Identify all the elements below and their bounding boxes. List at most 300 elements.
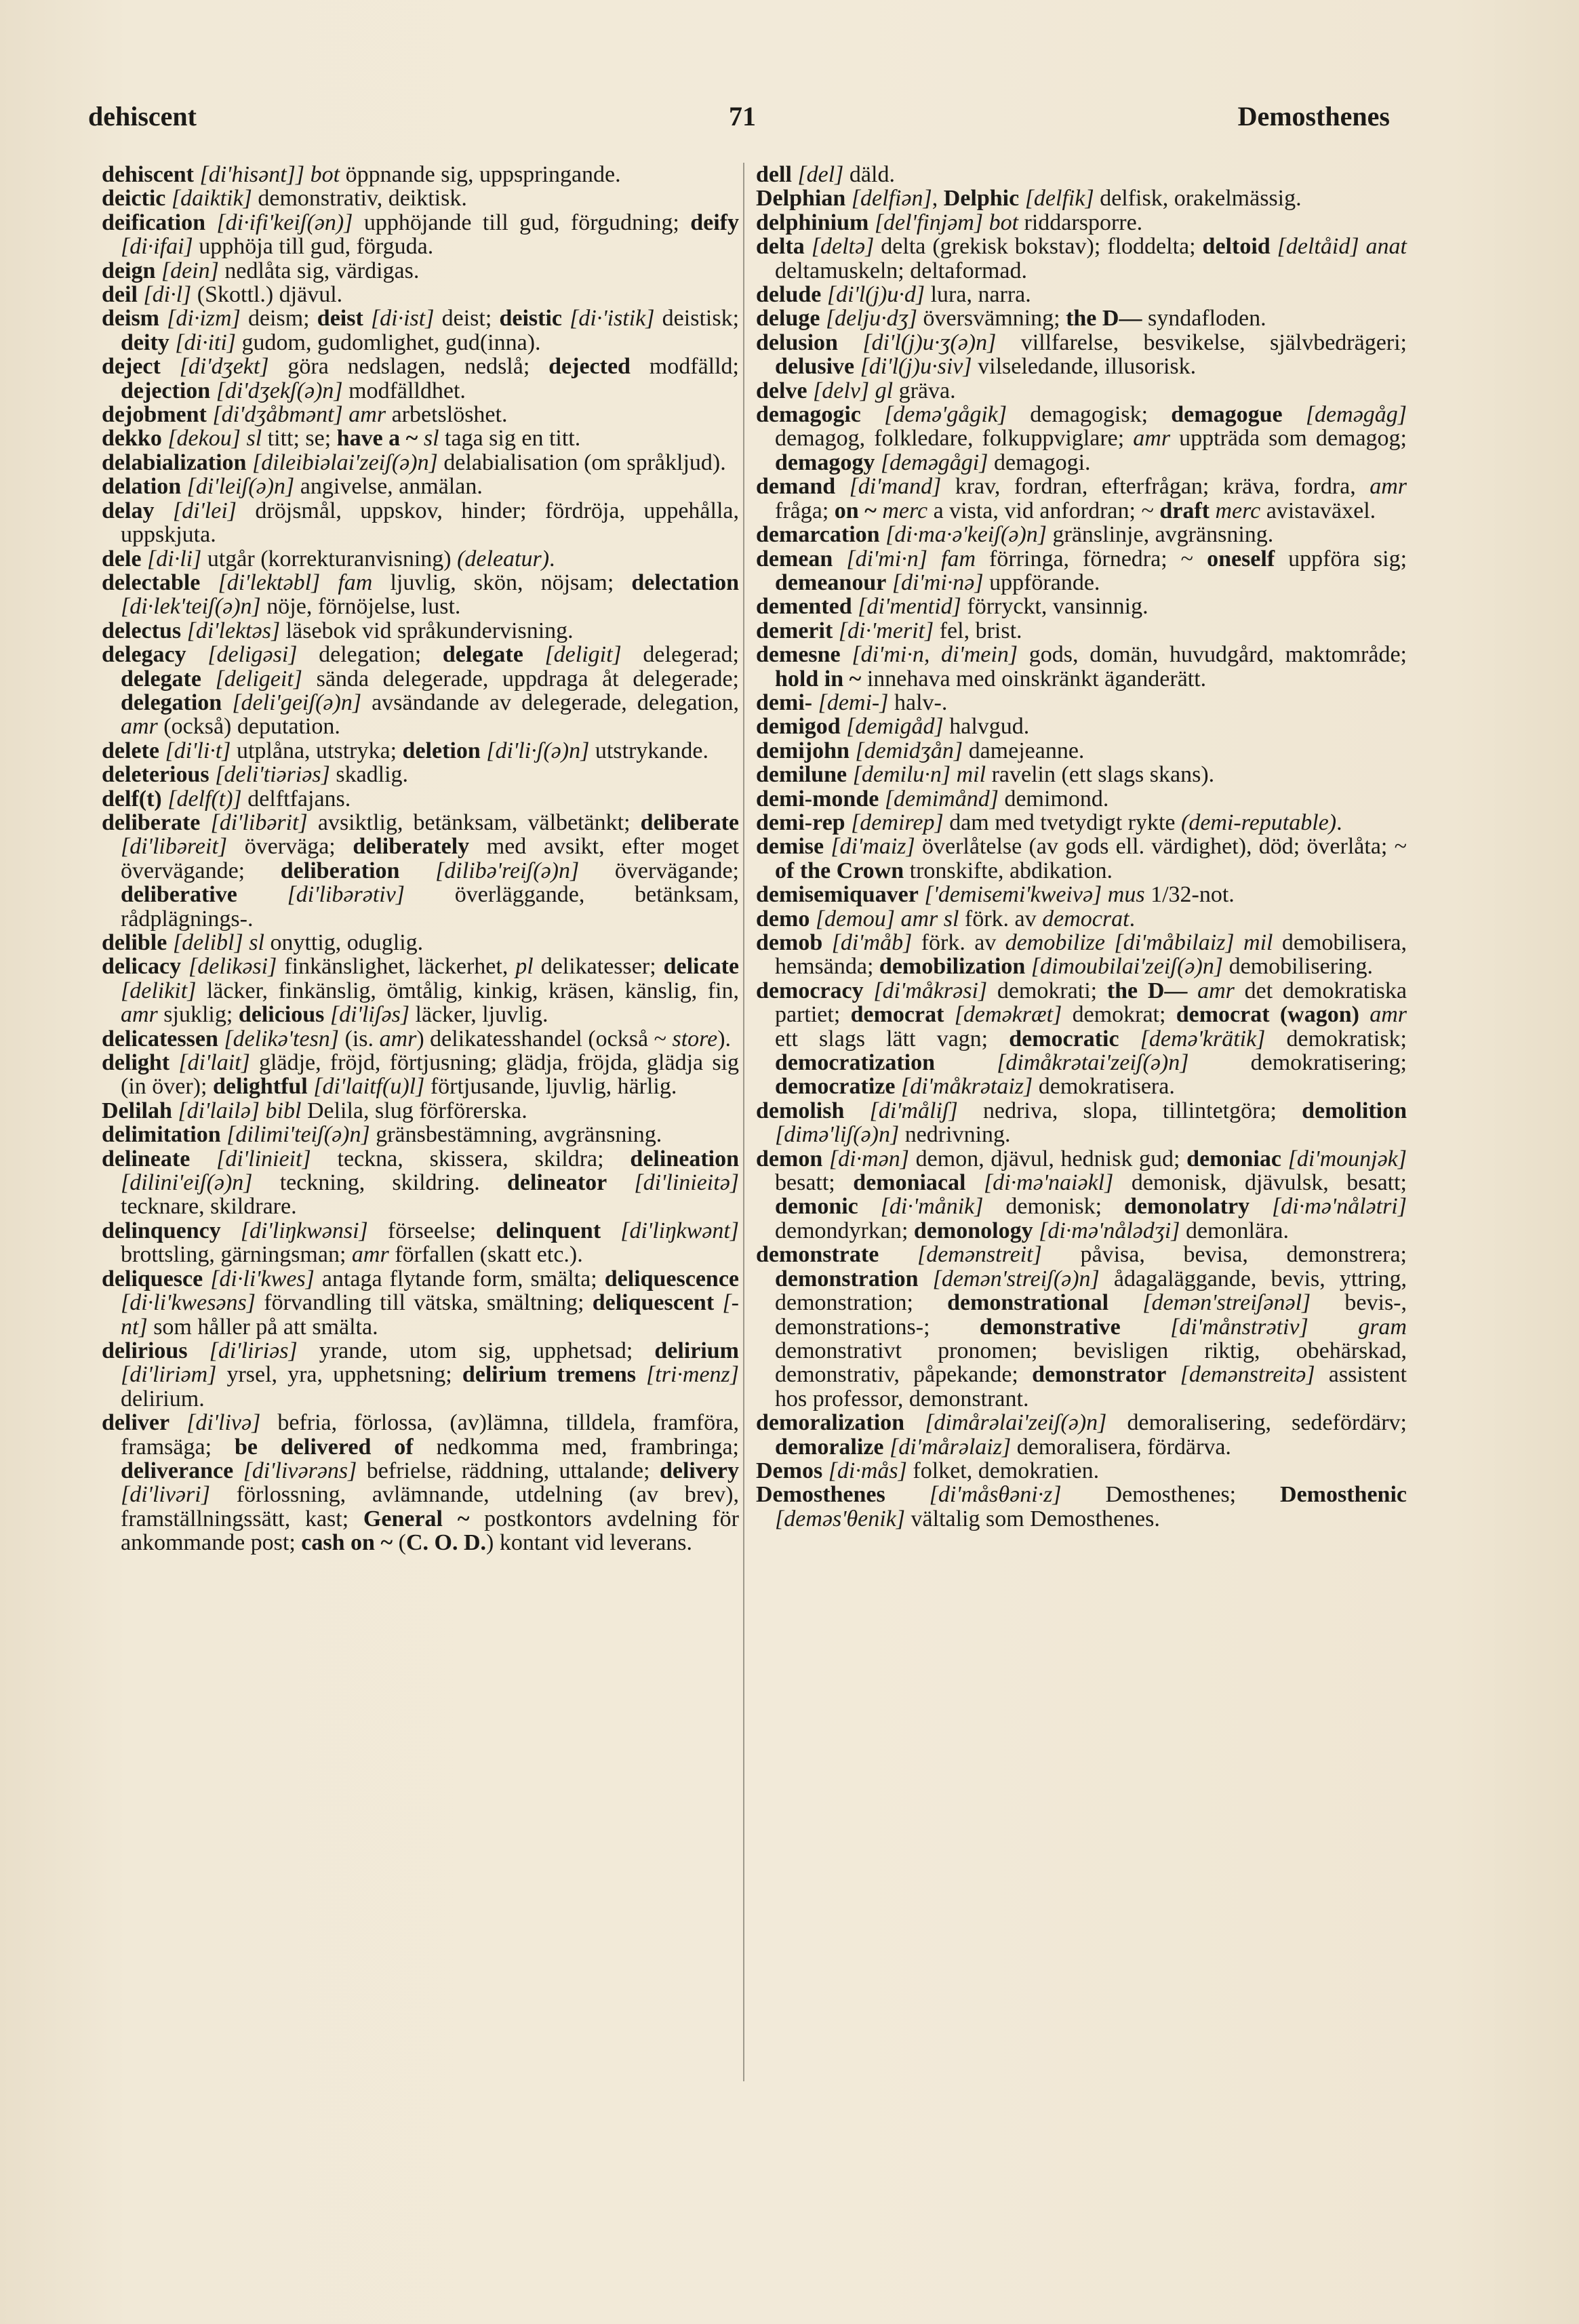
definition-text: förseelse; xyxy=(367,1218,496,1243)
definition-text: taga sig en titt. xyxy=(439,426,581,452)
headword: demand xyxy=(756,474,836,500)
definition-text xyxy=(221,1218,241,1243)
usage-label: anat xyxy=(1365,234,1407,260)
definition-text xyxy=(1281,1146,1288,1171)
pronunciation: [di'hisənt]] xyxy=(199,162,305,187)
definition-text xyxy=(858,1194,881,1219)
pronunciation: [di'libərətiv] xyxy=(287,882,405,908)
headword: demonstrate xyxy=(756,1242,879,1268)
definition-text: demimond. xyxy=(998,786,1109,812)
headword: demoniacal xyxy=(853,1170,966,1196)
definition-text xyxy=(343,402,349,427)
pronunciation: [di'lailə] xyxy=(178,1098,260,1123)
definition-text: bevis-, demonstrations-; xyxy=(775,1290,1407,1340)
pronunciation: [dekou] xyxy=(167,426,241,452)
definition-text xyxy=(1025,954,1031,979)
definition-text xyxy=(845,186,852,211)
headword: General ~ xyxy=(363,1506,470,1531)
headword: cash on ~ xyxy=(301,1530,393,1556)
headword: delinquency xyxy=(102,1218,221,1243)
pronunciation: [di'li·ʃ(ə)n] xyxy=(486,738,590,763)
usage-label: amr xyxy=(121,1002,158,1028)
pronunciation: [dimə'liʃ(ə)n] xyxy=(775,1122,900,1148)
headword: demise xyxy=(756,834,824,860)
definition-text xyxy=(1121,1315,1170,1340)
pronunciation: [di·iti] xyxy=(175,329,237,355)
definition-text: nedlåta sig, värdigas. xyxy=(218,258,420,283)
dictionary-entry xyxy=(102,211,739,259)
pronunciation: [di'måb] xyxy=(831,930,913,955)
definition-text: angivelse, anmälan. xyxy=(294,474,483,500)
dictionary-entry xyxy=(102,186,739,210)
definition-text: upphöja till gud, förguda. xyxy=(193,234,434,260)
definition-text: finkänslighet, läckerhet, xyxy=(277,954,516,980)
pronunciation: [di'liriəs] xyxy=(209,1338,298,1363)
definition-text: deist; xyxy=(434,306,500,332)
definition-text: ) kontant vid leverans. xyxy=(486,1530,693,1556)
pronunciation: (deleatur) xyxy=(457,546,550,572)
definition-text xyxy=(186,642,208,667)
headword: dejected xyxy=(548,354,631,380)
definition-text xyxy=(154,498,172,523)
definition-text: krav, fordran, efterfrågan; kräva, fordra, xyxy=(941,474,1370,500)
definition-text: påvisa, bevisa, demonstrera; xyxy=(1041,1242,1407,1268)
pronunciation: [di·mə'nålədʒi] xyxy=(1039,1218,1180,1243)
definition-text xyxy=(844,1098,869,1123)
pronunciation: [di·ifai] xyxy=(121,234,193,260)
usage-label: mil xyxy=(956,762,986,788)
headword: the D— xyxy=(1106,978,1188,1003)
usage-label: amr xyxy=(1370,1002,1407,1028)
pronunciation: [di'leiʃ(ə)n] xyxy=(186,474,295,500)
definition-text xyxy=(205,210,216,235)
dictionary-entry xyxy=(756,931,1407,979)
headword: delineator xyxy=(506,1170,607,1196)
definition-text: läcker, ljuvlig. xyxy=(409,1002,548,1028)
pronunciation: [di'dʒekt] xyxy=(179,354,269,380)
headword: demagogue xyxy=(1171,402,1283,428)
definition-text: demokrati; xyxy=(987,978,1107,1003)
definition-text xyxy=(1359,1002,1370,1027)
definition-text xyxy=(418,426,424,451)
pronunciation: [delju·dʒ] xyxy=(825,306,917,332)
headword: demoralize xyxy=(775,1434,884,1460)
definition-text: ljuvlig, skön, nöjsam; xyxy=(372,569,632,595)
definition-text: det demokratiska partiet; xyxy=(775,978,1407,1028)
pronunciation: [dilibə'reiʃ(ə)n] xyxy=(435,858,580,883)
dictionary-entry xyxy=(756,235,1407,283)
pronunciation: [di·'merit] xyxy=(838,618,934,643)
dictionary-entry xyxy=(102,451,739,475)
headword: delta xyxy=(756,234,805,260)
usage-label: bibl xyxy=(265,1098,302,1123)
definition-text: förlossning, avlämnande, utdelning (av brev), framställningssätt, kast; xyxy=(121,1482,739,1531)
headword: delegation xyxy=(121,689,222,715)
usage-label: amr xyxy=(1370,474,1407,500)
headword: demilune xyxy=(756,762,847,788)
definition-text: arbetslöshet. xyxy=(386,402,508,428)
usage-label: mil xyxy=(1243,930,1273,955)
usage-label: merc xyxy=(1215,498,1261,523)
pronunciation: [deligeit] xyxy=(215,666,303,692)
definition-text: demon, djävul, hednisk gud; xyxy=(908,1146,1187,1171)
definition-text: tecknare, skildrare. xyxy=(121,1194,297,1220)
definition-text xyxy=(1166,1362,1180,1387)
dictionary-entry xyxy=(102,811,739,931)
definition-text: delirium. xyxy=(121,1386,205,1411)
definition-text: demoralisering, sedefördärv; xyxy=(1106,1410,1407,1436)
pronunciation: [delikə'tesn] xyxy=(224,1026,340,1051)
definition-text xyxy=(847,762,853,787)
headword: deluge xyxy=(756,306,820,332)
headword: deliberately xyxy=(353,834,470,860)
headword: demarcation xyxy=(756,522,880,548)
definition-text: förtjusande, ljuvlig, härlig. xyxy=(424,1074,677,1100)
definition-text: demokrat; xyxy=(1062,1002,1176,1028)
definition-text xyxy=(951,762,957,787)
usage-label: gram xyxy=(1358,1314,1407,1340)
definition-text: gräva. xyxy=(893,378,956,403)
pronunciation: [demi-] xyxy=(818,689,889,715)
usage-label: bot xyxy=(310,162,340,187)
pronunciation: [di'liʃəs] xyxy=(329,1002,410,1028)
headword: delude xyxy=(756,282,822,308)
definition-text xyxy=(320,570,338,595)
definition-text: demokratisering; xyxy=(1188,1050,1407,1076)
dictionary-entry xyxy=(756,715,1407,738)
definition-text xyxy=(983,210,989,235)
definition-text: deltamuskeln; deltaformad. xyxy=(775,258,1027,283)
pronunciation: [di·li'kwesəns] xyxy=(121,1290,256,1316)
definition-text xyxy=(636,1362,646,1387)
page-number: 71 xyxy=(729,101,756,132)
definition-text xyxy=(1108,1290,1142,1315)
pronunciation: [di'livəri] xyxy=(121,1482,210,1508)
dictionary-entry xyxy=(102,259,739,283)
pronunciation: [di'månstrətiv] xyxy=(1170,1314,1308,1340)
dictionary-entry xyxy=(756,1243,1407,1411)
definition-text: överlåtelse (av gods ell. värdighet), död; överlåta; ~ xyxy=(915,834,1407,860)
definition-text: demagogisk; xyxy=(1007,402,1172,428)
definition-text: demondyrkan; xyxy=(775,1218,914,1243)
pronunciation: [demə'gågik] xyxy=(884,402,1007,428)
definition-text xyxy=(824,834,831,859)
pronunciation: [demou] xyxy=(815,906,895,931)
definition-text: ett slags lätt vagn; xyxy=(775,1026,1010,1051)
pronunciation: [di'lektəbl] xyxy=(218,569,321,595)
pronunciation: [del] xyxy=(797,162,844,187)
pronunciation: [di'libəreit] xyxy=(121,834,228,860)
pronunciation: [di'lektəs] xyxy=(186,618,281,643)
definition-text: uppträda som demagog; xyxy=(1170,426,1407,452)
headword: demolish xyxy=(756,1098,845,1123)
definition-text xyxy=(142,546,148,572)
headword: draft xyxy=(1159,498,1210,523)
definition-text: titt; se; xyxy=(262,426,337,452)
pronunciation: [demən'streiʃ(ə)n] xyxy=(932,1266,1100,1291)
definition-text xyxy=(167,930,173,955)
definition-text: utplåna, utstryka; xyxy=(231,738,403,763)
headword: demesne xyxy=(756,642,841,668)
headword: delicatessen xyxy=(102,1026,218,1051)
definition-text xyxy=(169,1410,186,1435)
pronunciation: [di'laitf(u)l] xyxy=(313,1074,425,1100)
pronunciation: [demidʒån] xyxy=(855,738,963,763)
dictionary-entry xyxy=(756,283,1407,306)
pronunciation: [demigåd] xyxy=(846,714,944,740)
headword: Delphic xyxy=(943,186,1020,212)
headword: delegate xyxy=(442,642,523,668)
definition-text: utgår (korrekturanvisning) xyxy=(201,546,458,572)
headword: demagogic xyxy=(756,402,861,428)
definition-text: antaga flytande form, smälta; xyxy=(314,1266,605,1291)
pronunciation: [deltə] xyxy=(811,234,875,260)
definition-text xyxy=(1250,1194,1272,1219)
definition-text: förk. av xyxy=(912,930,1005,955)
pronunciation: [di'liŋkwənt] xyxy=(620,1218,740,1243)
pronunciation: [di'livə] xyxy=(186,1410,261,1436)
definition-text xyxy=(822,1458,828,1483)
pronunciation: [dilimi'teiʃ(ə)n] xyxy=(226,1122,370,1148)
usage-label: amr xyxy=(1197,978,1235,1003)
usage-label: fam xyxy=(338,569,373,595)
pronunciation: [di'l(j)u·d] xyxy=(826,282,925,308)
definition-text: assistent hos professor, demonstrant. xyxy=(775,1362,1407,1411)
dictionary-entry xyxy=(102,306,739,355)
definition-text xyxy=(1187,978,1197,1003)
definition-text xyxy=(209,762,216,787)
definition-text xyxy=(203,1266,210,1291)
dictionary-entry xyxy=(756,691,1407,715)
pronunciation: [di'måsθəni·z] xyxy=(929,1482,1062,1508)
headword: demo xyxy=(756,906,810,931)
dictionary-entry xyxy=(756,186,1407,210)
definition-text xyxy=(885,1482,930,1507)
pronunciation: [delf(t)] xyxy=(167,786,242,812)
pronunciation: [di·li'kwes] xyxy=(210,1266,315,1291)
definition-text: besatt; xyxy=(775,1170,854,1196)
dictionary-entry xyxy=(102,355,739,403)
pronunciation: [dimåkrətai'zeiʃ(ə)n] xyxy=(997,1050,1189,1076)
definition-text xyxy=(965,1170,983,1195)
pronunciation: [di·mås] xyxy=(828,1458,907,1483)
dictionary-entry xyxy=(102,619,739,643)
pronunciation: [dimårəlai'zeiʃ(ə)n] xyxy=(925,1410,1107,1436)
dictionary-entry xyxy=(102,763,739,786)
headword: delectus xyxy=(102,618,182,643)
dictionary-entry xyxy=(102,1123,739,1146)
definition-text xyxy=(222,690,232,715)
definition-text: riddarsporre. xyxy=(1018,209,1143,235)
pronunciation: [di·'månik] xyxy=(880,1194,984,1220)
dictionary-entry xyxy=(102,787,739,811)
pronunciation: [demə'krätik] xyxy=(1140,1026,1266,1051)
pronunciation: [demənstreit] xyxy=(917,1242,1042,1268)
pronunciation: [di·mə'nålətri] xyxy=(1272,1194,1407,1220)
dictionary-entry xyxy=(102,475,739,498)
headword: deist xyxy=(317,306,363,332)
pronunciation: [demənstreitə] xyxy=(1180,1362,1315,1388)
definition-text: förringa, förnedra; ~ xyxy=(976,546,1207,572)
usage-label: merc xyxy=(882,498,928,523)
pronunciation: [di·'istik] xyxy=(569,306,655,332)
definition-text xyxy=(838,330,862,355)
definition-text xyxy=(304,162,311,187)
definition-text: glädje, fröjd, förtjusning; glädja, fröjda, glädja sig (in över); xyxy=(121,1050,739,1100)
usage-label: gl xyxy=(875,378,894,403)
definition-text: demobilisera, hemsända; xyxy=(775,930,1407,980)
guide-word-first: dehiscent xyxy=(88,101,197,132)
headword: deism xyxy=(102,306,159,332)
definition-text: folket, demokratien. xyxy=(906,1458,1100,1483)
dictionary-entry xyxy=(756,1411,1407,1459)
definition-text xyxy=(1283,402,1306,427)
right-column xyxy=(756,163,1407,1531)
definition-text xyxy=(861,402,884,427)
usage-label: amr xyxy=(348,402,386,428)
headword: dekko xyxy=(102,426,162,452)
definition-text: gudom, gudomlighet, gud(inna). xyxy=(236,329,541,355)
definition-text: demokratisk; xyxy=(1265,1026,1407,1051)
definition-text: översvämning; xyxy=(917,306,1066,332)
definition-text: göra nedslagen, nedslå; xyxy=(268,354,549,380)
pronunciation: [tri·menz] xyxy=(646,1362,740,1388)
definition-text xyxy=(210,378,216,403)
headword: delirium tremens xyxy=(462,1362,636,1388)
headword: democrat (wagon) xyxy=(1176,1002,1359,1028)
headword: delete xyxy=(102,738,159,763)
headword: delinquent xyxy=(496,1218,601,1243)
dictionary-entry xyxy=(102,1267,739,1339)
definition-text xyxy=(155,258,161,283)
definition-text: teckna, skissera, skildra; xyxy=(311,1146,631,1171)
headword: demerit xyxy=(756,618,833,643)
pronunciation: [demimånd] xyxy=(884,786,999,812)
headword: deity xyxy=(121,329,169,355)
headword: deliberation xyxy=(280,858,400,883)
definition-text xyxy=(200,810,210,835)
headword: demi-rep xyxy=(756,809,845,835)
headword: delation xyxy=(102,474,182,500)
headword: democracy xyxy=(756,978,864,1003)
headword: delf(t) xyxy=(102,786,162,812)
headword: delusive xyxy=(775,354,855,380)
definition-text: halv-. xyxy=(888,689,948,715)
dictionary-entry xyxy=(756,163,1407,186)
definition-text: modfälld; xyxy=(630,354,739,380)
dictionary-entry xyxy=(756,475,1407,523)
definition-text xyxy=(875,450,881,475)
headword: demolition xyxy=(1302,1098,1407,1123)
definition-text xyxy=(200,570,218,595)
definition-text: demonlära. xyxy=(1180,1218,1289,1243)
definition-text xyxy=(562,306,569,331)
definition-text: yrsel, yra, upphetsning; xyxy=(216,1362,462,1388)
pronunciation: [di'måkrəsi] xyxy=(873,978,988,1003)
headword: delirium xyxy=(654,1338,739,1363)
pronunciation: [di·mən] xyxy=(828,1146,909,1171)
dictionary-entry xyxy=(756,547,1407,595)
headword: delve xyxy=(756,378,807,403)
headword: delivery xyxy=(659,1458,740,1483)
definition-text xyxy=(233,1458,243,1483)
definition-text xyxy=(714,1290,722,1315)
dictionary-entry xyxy=(102,283,739,306)
definition-text: (is. xyxy=(339,1026,380,1051)
headword: demoralization xyxy=(756,1410,905,1436)
definition-text: demonstrativ, deiktisk. xyxy=(252,186,467,212)
headword: delusion xyxy=(756,329,838,355)
dictionary-entry xyxy=(102,571,739,619)
definition-text: avistaväxel. xyxy=(1260,498,1376,523)
definition-text: Delila, slug förförerska. xyxy=(301,1098,527,1123)
definition-text: med avsikt, efter moget övervägande; xyxy=(121,834,739,883)
pronunciation: [di·mə'naiəkl] xyxy=(983,1170,1114,1196)
headword: be delivered of xyxy=(234,1434,414,1460)
definition-text xyxy=(884,1435,890,1460)
pronunciation: [di'måkrətaiz] xyxy=(900,1074,1033,1100)
definition-text: uppföra sig; xyxy=(1275,546,1407,572)
pronunciation: [di'lait] xyxy=(178,1050,250,1076)
dictionary-entry xyxy=(102,643,739,739)
headword: the D— xyxy=(1066,306,1142,332)
definition-text: delabialisation (om språkljud). xyxy=(437,449,726,475)
definition-text: demonisk, djävulsk, besatt; xyxy=(1113,1170,1407,1196)
pronunciation: [di'l(j)u·ʒ(ə)n] xyxy=(862,329,997,355)
headword: demented xyxy=(756,594,852,620)
definition-text xyxy=(805,234,812,259)
pronunciation: [di'linieit] xyxy=(216,1146,311,1171)
usage-label: fam xyxy=(941,546,976,572)
headword: deistic xyxy=(499,306,563,332)
dictionary-entry xyxy=(756,595,1407,618)
headword: demi- xyxy=(756,689,813,715)
definition-text xyxy=(165,186,172,211)
pronunciation: [-nt] xyxy=(121,1290,740,1340)
headword: delabialization xyxy=(102,449,247,475)
pronunciation: [di'liŋkwənsi] xyxy=(240,1218,368,1243)
pronunciation: [di'mi·n] xyxy=(846,546,928,572)
headword: dejobment xyxy=(102,402,207,428)
pronunciation: (demi-reputable) xyxy=(1181,809,1337,835)
dictionary-entry xyxy=(756,739,1407,763)
definition-text xyxy=(820,306,826,331)
headword: delicate xyxy=(663,954,739,980)
definition-text: ådagaläggande, bevis, yttring, demonstration; xyxy=(775,1266,1407,1316)
headword: demeanour xyxy=(775,569,887,595)
pronunciation: [delibl] xyxy=(172,930,243,955)
headword: hold in ~ xyxy=(775,666,862,692)
headword: oneself xyxy=(1207,546,1275,572)
dictionary-entry xyxy=(756,523,1407,546)
pronunciation: [di·izm] xyxy=(167,306,241,332)
usage-label: amr xyxy=(121,714,158,740)
pronunciation: [delikəsi] xyxy=(188,954,277,980)
definition-text xyxy=(845,810,852,835)
definition-text: överläggande, betänksam, rådplägnings-. xyxy=(121,882,740,931)
pronunciation: [di·ist] xyxy=(370,306,435,332)
definition-text: lura, narra. xyxy=(925,282,1031,308)
definition-text: . xyxy=(1336,809,1342,835)
definition-text xyxy=(481,738,487,763)
pronunciation: [di·ma·ə'keiʃ(ə)n] xyxy=(885,522,1047,548)
dictionary-entry xyxy=(756,1099,1407,1147)
dictionary-entry xyxy=(102,955,739,1026)
headword: deletion xyxy=(402,738,481,763)
pronunciation: ['demisemi'kweivə] xyxy=(924,882,1102,908)
definition-text xyxy=(927,546,941,572)
headword: deliver xyxy=(102,1410,170,1436)
